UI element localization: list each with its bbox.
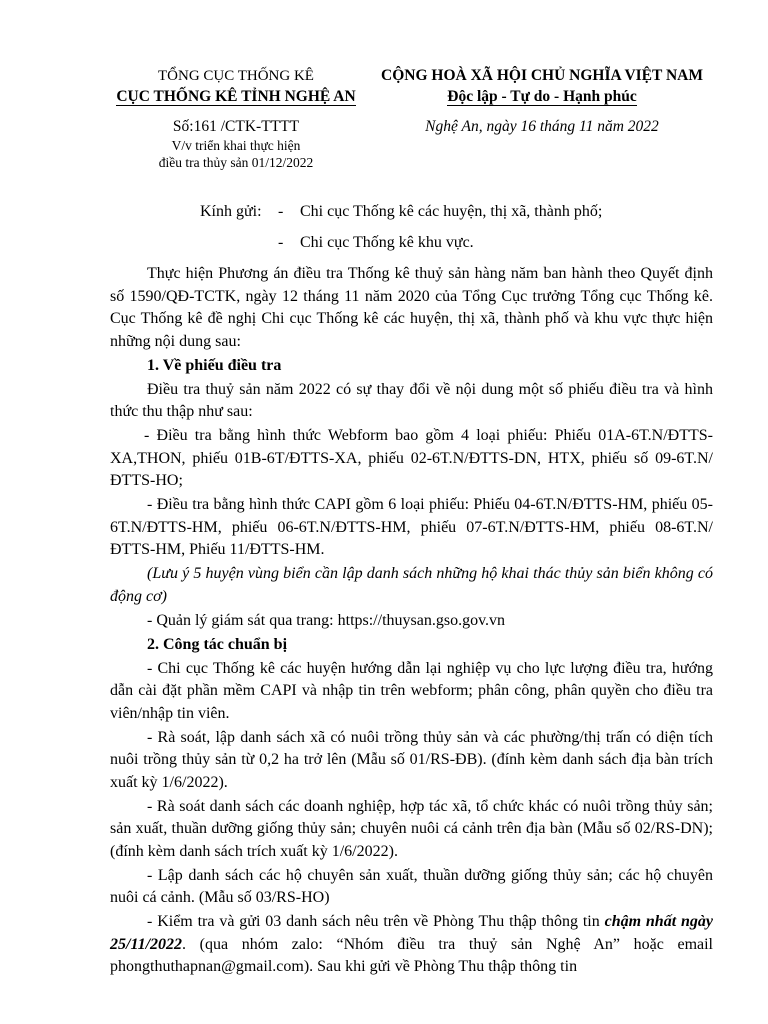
- document-date: Nghệ An, ngày 16 tháng 11 năm 2022: [425, 118, 659, 135]
- subject-line-2: điều tra thủy sản 01/12/2022: [158, 155, 314, 170]
- recipients-block: [0, 196, 768, 258]
- paragraph: - Rà soát, lập danh sách xã có nuôi trồng thủy sản và các phường/thị trấn có diện tích nuôi trồng thủy sản từ 0,2 ha trở lên (Mẫu số 01/RS-ĐB). (đính kèm danh sách địa bàn trích xuất kỳ 1/6/2022).: [110, 728, 713, 791]
- note-paragraph: (Lưu ý 5 huyện vùng biển cần lập danh sách những hộ khai thác thủy sản biển không có động cơ): [110, 565, 713, 605]
- recipient-item: Chi cục Thống kê các huyện, thị xã, thành phố;: [300, 203, 603, 220]
- intro-paragraph: Thực hiện Phương án điều tra Thống kê thuỷ sản hàng năm ban hành theo Quyết định số 1590/QĐ-TCTK, ngày 12 tháng 11 năm 2020 của Tổng Cục trưởng Tổng cục Thống kê. Cục Thống kê đề nghị Chi cục Thống kê các huyện, thị xã, thành phố và khu vực thực hiện những nội dung sau:: [110, 265, 713, 350]
- issuing-organization: CỤC THỐNG KÊ TỈNH NGHỆ AN: [116, 88, 356, 105]
- paragraph: - Điều tra bằng hình thức Webform bao gồm 4 loại phiếu: Phiếu 01A-6T.N/ĐTTS-XA,THON, phiếu 01B-6T/ĐTTS-XA, phiếu 02-6T.N/ĐTTS-DN, HTX, phiếu số 09-6T.N/ĐTTS-HO;: [110, 427, 713, 489]
- national-header: [366, 66, 718, 137]
- recipient-row-1: [0, 196, 768, 227]
- national-motto: Độc lập - Tự do - Hạnh phúc: [447, 88, 637, 105]
- deadline-text: chậm nhất ngày 25/11/2022: [110, 913, 713, 953]
- document-number: Số:161 /CTK-TTTT: [172, 118, 300, 135]
- deadline-paragraph: - Kiểm tra và gửi 03 danh sách nêu trên về Phòng Thu thập thông tin chậm nhất ngày 25/11/2022. (qua nhóm zalo: “Nhóm điều tra thuỷ sản Nghệ An” hoặc email phongthuthapnan@gmail.com). Sau khi gửi về Phòng Thu thập thông tin: [110, 913, 713, 975]
- paragraph: Điều tra thuỷ sản năm 2022 có sự thay đổi về nội dung một số phiếu điều tra và hình thức thu thập như sau:: [110, 380, 713, 420]
- recipient-item: Chi cục Thống kê khu vực.: [300, 234, 474, 251]
- paragraph: - Rà soát danh sách các doanh nghiệp, hợp tác xã, tổ chức khác có nuôi trồng thủy sản; sản xuất, thuần dưỡng giống thủy sản; chuyên nuôi cá cảnh trên địa bàn (Mẫu số 02/RS-DN); (đính kèm danh sách trích xuất kỳ 1/6/2022).: [110, 797, 713, 860]
- subject-line-1: V/v triển khai thực hiện: [171, 138, 301, 153]
- document-body: [110, 263, 713, 980]
- recipient-row-2: [0, 227, 768, 258]
- paragraph: - Điều tra bằng hình thức CAPI gồm 6 loại phiếu: Phiếu 04-6T.N/ĐTTS-HM, phiếu 05-6T.N/ĐTTS-HM, phiếu 06-6T.N/ĐTTS-HM, phiếu 07-6T.N/ĐTTS-HM, phiếu 08-6T.N/ĐTTS-HM, Phiếu 11/ĐTTS-HM.: [110, 496, 713, 558]
- recipients-label: Kính gửi:: [200, 203, 262, 220]
- paragraph: - Lập danh sách các hộ chuyên sản xuất, thuần dưỡng giống thủy sản; các hộ chuyên nuôi cá cảnh. (Mẫu số 03/RS-HO): [110, 866, 713, 906]
- paragraph: - Quản lý giám sát qua trang: https://thuysan.gso.gov.vn: [147, 611, 506, 629]
- paragraph: - Chi cục Thống kê các huyện hướng dẫn lại nghiệp vụ cho lực lượng điều tra, hướng dẫn cài đặt phần mềm CAPI và nhập tin trên webform; phân công, phân quyền cho điều tra viên/nhập tin viên.: [110, 659, 713, 722]
- recipient-dash: -: [278, 203, 284, 220]
- issuer-header: [96, 66, 376, 171]
- parent-organization: TỔNG CỤC THỐNG KÊ: [158, 68, 314, 84]
- recipient-dash: -: [278, 234, 284, 251]
- section-1-title: 1. Về phiếu điều tra: [147, 356, 282, 374]
- section-2-title: 2. Công tác chuẩn bị: [147, 635, 288, 653]
- nation-title: CỘNG HOÀ XÃ HỘI CHỦ NGHĨA VIỆT NAM: [381, 67, 703, 84]
